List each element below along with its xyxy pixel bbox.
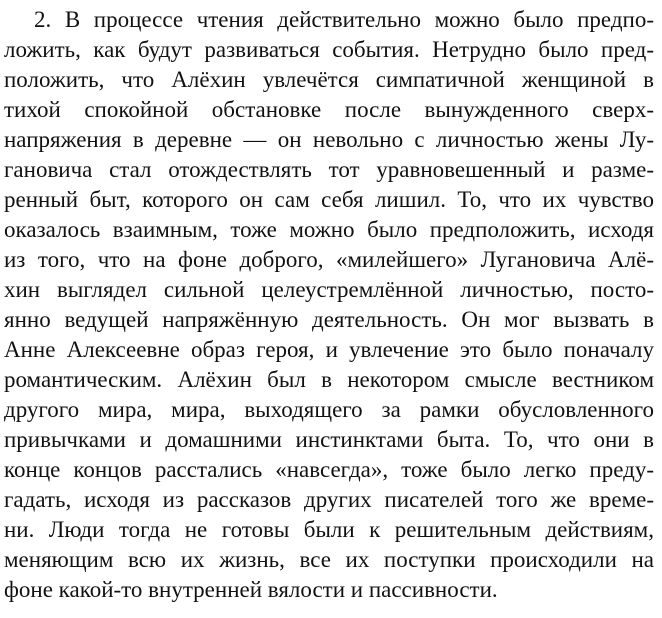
paragraph-line-18: ни. Люди тогда не готовы были к решительным действиям, — [4, 517, 654, 542]
paragraph-line-5: напряжения в деревне — он невольно с личностью жены Лу- — [4, 127, 654, 152]
paragraph-line-7: ренный быт, которого он сам себя лишил. То, что их чувство — [4, 187, 654, 212]
paragraph-line-12: Анне Алексеевне образ героя, и увлечение это было поначалу — [4, 337, 654, 362]
document-page — [4, 4, 654, 614]
paragraph-line-10: хин выглядел сильной целеустремлённой личностью, посто- — [4, 277, 654, 302]
paragraph-line-17: гадать, исходя из рассказов других писателей того же време- — [4, 487, 654, 512]
paragraph-line-16: конце концов расстались «навсегда», тоже было легко преду- — [4, 457, 654, 482]
paragraph-line-19: меняющим всю их жизнь, все их поступки происходили на — [4, 547, 654, 572]
paragraph-line-8: оказалось взаимным, тоже можно было предположить, исходя — [4, 217, 654, 242]
paragraph-line-3: положить, что Алёхин увлечётся симпатичной женщиной в — [4, 67, 654, 92]
paragraph-line-15: привычками и домашними инстинктами быта. То, что они в — [4, 427, 654, 452]
paragraph-line-2: ложить, как будут развиваться события. Нетрудно было пред- — [4, 37, 654, 62]
paragraph-line-4: тихой спокойной обстановке после вынужденного сверх- — [4, 97, 654, 122]
paragraph-line-20: фоне какой-то внутренней вялости и пассивности. — [4, 577, 498, 602]
paragraph-line-14: другого мира, мира, выходящего за рамки обусловленного — [4, 397, 654, 422]
paragraph-line-9: из того, что на фоне доброго, «милейшего» Лугановича Алё- — [4, 247, 654, 272]
paragraph-line-13: романтическим. Алёхин был в некотором смысле вестником — [4, 367, 654, 392]
paragraph-line-11: янно ведущей напряжённую деятельность. Он мог вызвать в — [4, 307, 654, 332]
paragraph-line-6: гановича стал отождествлять тот уравновешенный и разме- — [4, 157, 654, 182]
paragraph-line-1: 2. В процессе чтения действительно можно было предпо- — [34, 7, 654, 32]
